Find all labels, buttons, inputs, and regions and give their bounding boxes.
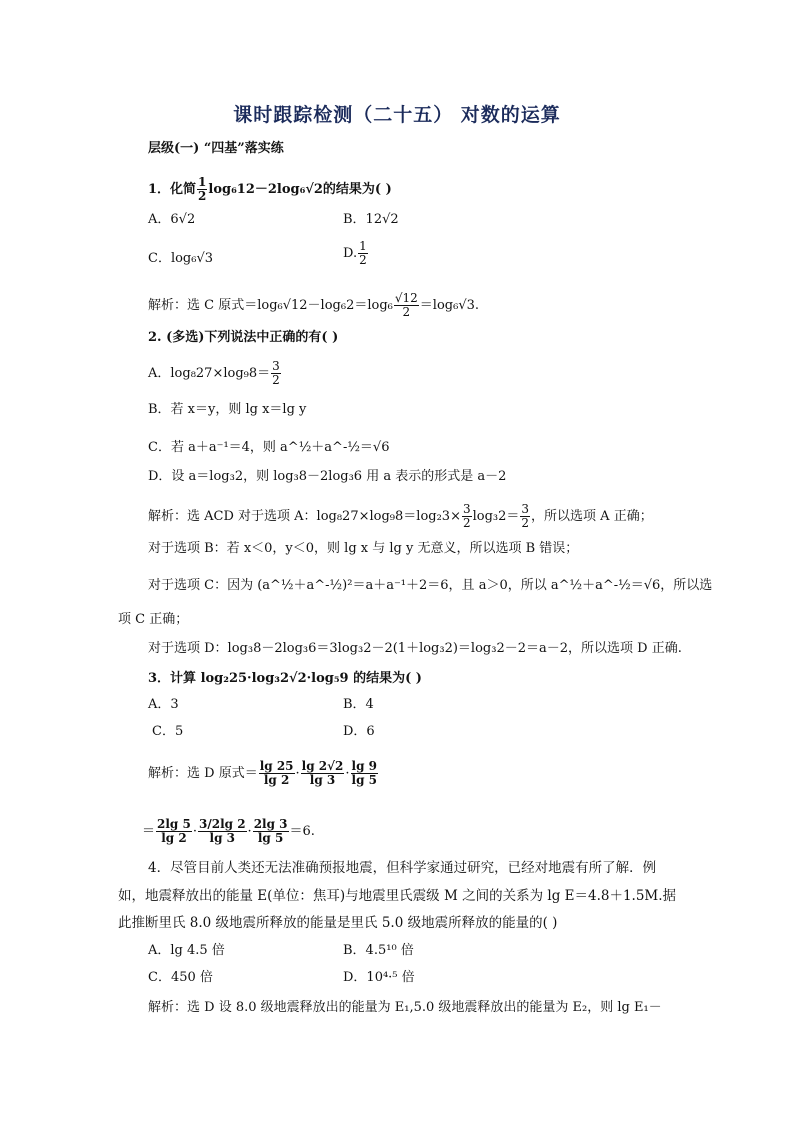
q1-option-d — [343, 240, 369, 267]
q4-option-c: C．450 倍 — [148, 970, 213, 985]
q3-answer-line-2: ＝ $\frac{2\lg 5}{\lg 2}$ · $\frac{3/2\lg 2}{\lg 3}$ · $\frac{2\lg 3}{\lg 5}$ ＝6. — [142, 817, 315, 845]
q4-answer: 解析：选 D 设 8.0 级地震释放出的能量为 E₁,5.0 级地震释放出的能量为 E₂，则 lg E₁－ — [148, 1000, 662, 1015]
q2-stem: 2. (多选)下列说法中正确的有( ) — [148, 330, 339, 345]
q3-option-c: C．5 — [152, 724, 184, 739]
q3-option-a: A．3 — [148, 697, 179, 712]
q2-answer-line-1 — [148, 503, 653, 530]
q3-ans2-eq: ＝ — [142, 824, 156, 839]
q4-option-d: D．10⁴·⁵ 倍 — [343, 970, 415, 985]
q3-ans-prefix: 解析：选 D 原式＝ — [148, 766, 258, 781]
q3-answer-line-1: 解析：选 D 原式＝ $\frac{\lg 25}{\lg 2}$ · $\frac{\lg 2√2}{\lg 3}$ · $\frac{\lg 9}{\lg 5}$ — [148, 759, 378, 787]
q1-ans-den: 2 — [402, 305, 411, 319]
q4-option-a: A．lg 4.5 倍 — [148, 943, 225, 958]
q2-option-b: B．若 x＝y，则 lg x＝lg y — [148, 402, 307, 417]
q2-ans1-fraction-2 — [520, 503, 530, 530]
q2-answer-line-4: 对于选项 D：log₃8－2log₃6＝3log₃2－2(1＋log₃2)＝log₃2－2＝a－2，所以选项 D 正确. — [148, 641, 682, 656]
q3-g1-num: 2lg 5 — [157, 817, 191, 831]
q3-option-d: D．6 — [343, 724, 375, 739]
q3-ans-frac-2 — [301, 760, 345, 787]
q4-option-b: B．4.5¹⁰ 倍 — [343, 943, 414, 958]
q3-ans-frac-1 — [259, 760, 295, 787]
q1-stem-prefix: 1．化简 — [148, 182, 197, 197]
q1-answer-fraction — [394, 292, 419, 319]
q2-ans1-prefix: 解析：选 ACD 对于选项 A：log₈27×log₉8＝log₂3× — [148, 509, 461, 524]
q2-option-a-text: A．log₈27×log₉8＝ — [148, 366, 271, 381]
q3-g2-num: 3/2lg 2 — [198, 817, 246, 831]
q2-a-num: 3 — [272, 359, 280, 373]
q3-option-b: B．4 — [343, 697, 374, 712]
q1-option-b: B．12√2 — [343, 212, 399, 227]
q1-answer-suffix: ＝log₆√3. — [419, 298, 480, 313]
q2-ans1-den-2: 2 — [521, 516, 530, 530]
q3-f3-den: lg 5 — [351, 773, 378, 787]
q1-stem-suffix: log₆12－2log₆√2的结果为( ) — [208, 182, 392, 197]
q1-stem — [148, 176, 392, 203]
q4-stem-line-2: 如，地震释放出的能量 E(单位：焦耳)与地震里氏震级 M 之间的关系为 lg E＝4.8＋1.5M.据 — [118, 888, 677, 904]
q2-option-c: C．若 a＋a⁻¹＝4，则 a^½＋a^-½＝√6 — [148, 440, 390, 455]
q3-f2-den: lg 3 — [309, 773, 336, 787]
q2-answer-line-2: 对于选项 B：若 x＜0，y＜0，则 lg x 与 lg y 无意义，所以选项 B 错误； — [148, 541, 579, 556]
q1-d-num: 1 — [359, 239, 367, 253]
q3-g1-den: lg 2 — [161, 831, 187, 845]
q3-g3-den: lg 5 — [257, 831, 284, 845]
q2-ans1-num-1: 3 — [462, 502, 471, 516]
q3-f1-den: lg 2 — [263, 773, 290, 787]
q1-d-den: 2 — [359, 253, 367, 267]
q2-option-a — [148, 360, 282, 387]
q1-option-c: C．log₆√3 — [148, 251, 214, 266]
q1-frac-num: 1 — [198, 175, 207, 189]
q3-f1-num: lg 25 — [259, 759, 294, 773]
q2-option-a-fraction — [271, 360, 281, 387]
q1-ans-num: √12 — [394, 291, 418, 305]
q3-f2-num: lg 2√2 — [301, 759, 344, 773]
q1-answer-prefix: 解析：选 C 原式＝log₆√12－log₆2＝log₆ — [148, 298, 393, 313]
q2-ans1-suffix: ，所以选项 A 正确； — [531, 509, 653, 524]
q2-answer-line-3b: 项 C 正确； — [118, 612, 189, 627]
q3-ans-frac-3 — [351, 760, 378, 787]
q2-ans1-den-1: 2 — [462, 516, 471, 530]
q2-answer-line-3: 对于选项 C：因为 (a^½＋a^-½)²＝a＋a⁻¹＋2＝6，且 a＞0，所以 a^½＋a^-½＝√6，所以选 — [148, 578, 713, 593]
q1-option-d-prefix: D. — [343, 246, 358, 261]
q4-stem-line-1: 4．尽管目前人类还无法准确预报地震，但科学家通过研究，已经对地震有所了解．例 — [148, 860, 657, 876]
q1-answer — [148, 292, 479, 319]
q3-g2-den: lg 3 — [209, 831, 235, 845]
q1-option-a: A．6√2 — [148, 212, 196, 227]
q2-ans1-fraction-1 — [462, 503, 472, 530]
q3-ans2-frac-2 — [198, 818, 247, 845]
q2-option-d: D．设 a＝log₃2，则 log₃8－2log₃6 用 a 表示的形式是 a－2 — [148, 469, 507, 484]
q3-ans2-frac-1 — [156, 818, 192, 845]
q1-option-d-fraction — [358, 240, 368, 267]
q1-fraction — [197, 176, 207, 203]
q3-ans2-end: ＝6. — [289, 824, 315, 839]
q1-frac-den: 2 — [198, 189, 207, 203]
q3-ans2-frac-3 — [253, 818, 289, 845]
q2-ans1-middle: log₃2＝ — [472, 509, 520, 524]
q4-stem-line-3: 此推断里氏 8.0 级地震所释放的能量是里氏 5.0 级地震所释放的能量的( ) — [118, 915, 558, 931]
page-title: 课时跟踪检测（二十五） 对数的运算 — [233, 104, 561, 126]
q2-a-den: 2 — [272, 373, 280, 387]
section-heading: 层级(一) “四基”落实练 — [148, 141, 284, 156]
q3-f3-num: lg 9 — [351, 759, 378, 773]
q3-stem: 3．计算 log₂25·log₃2√2·log₅9 的结果为( ) — [148, 671, 422, 686]
q3-g3-num: 2lg 3 — [253, 817, 288, 831]
q2-ans1-num-2: 3 — [521, 502, 530, 516]
